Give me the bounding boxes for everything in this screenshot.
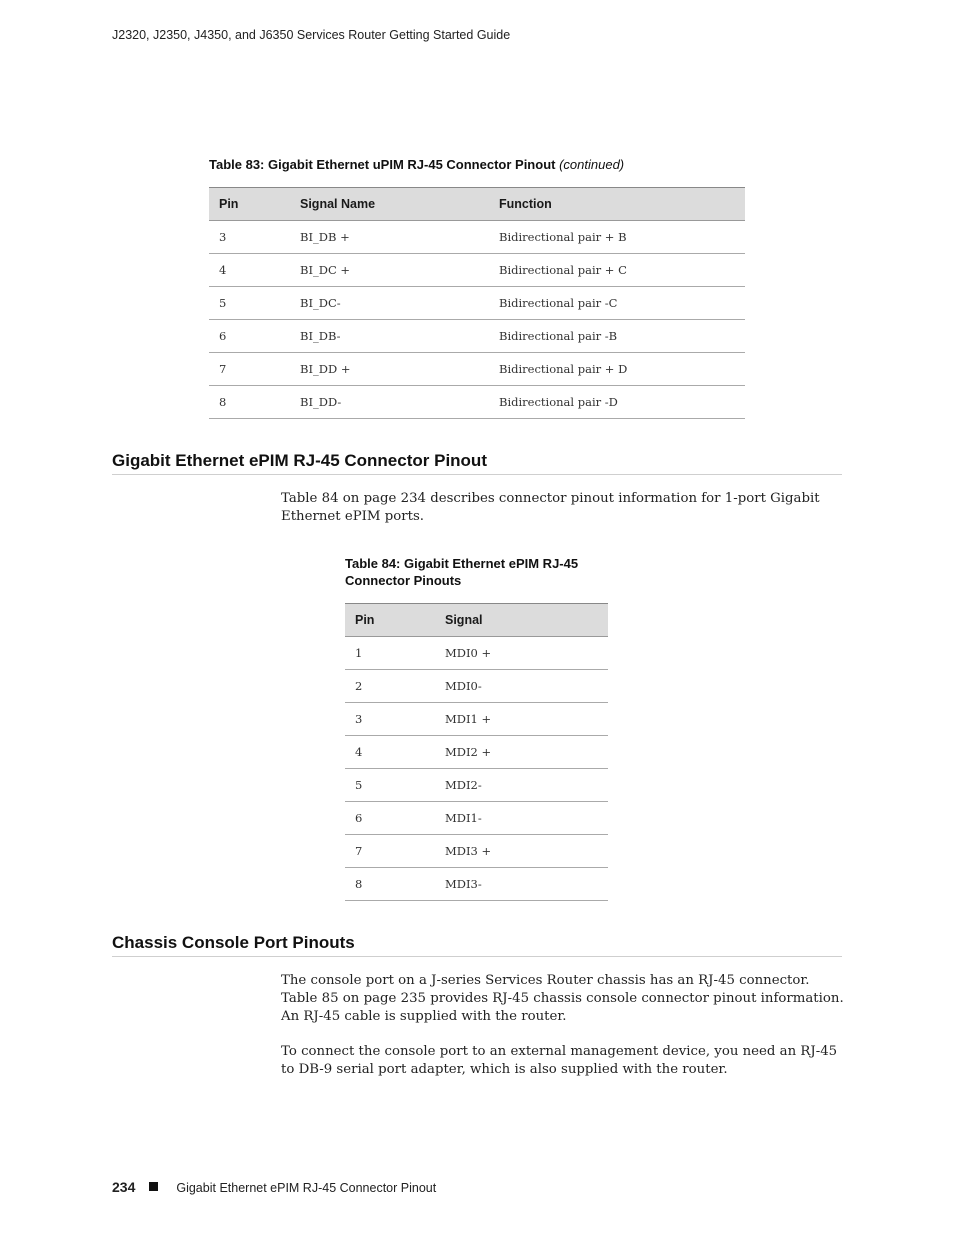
table-row [209,320,745,353]
running-header: J2320, J2350, J4350, and J6350 Services Router Getting Started Guide [112,28,511,42]
pin-cell: 6 [209,320,290,353]
table-83-caption-suffix: (continued) [559,157,625,172]
table-83-caption-text: Table 83: Gigabit Ethernet uPIM RJ-45 Connector Pinout [209,157,556,172]
pin-cell: 6 [345,802,435,835]
square-bullet-icon [149,1182,158,1191]
function-cell: Bidirectional pair -D [489,386,745,419]
pin-cell: 5 [345,769,435,802]
signal-cell: BI_DB + [290,221,489,254]
table-row [345,670,608,703]
table-row [345,868,608,901]
table-row [209,386,745,419]
pin-cell: 7 [209,353,290,386]
column-header-pin: Pin [209,188,290,221]
table-row [345,736,608,769]
page-number: 234 [112,1179,136,1195]
pin-cell: 7 [345,835,435,868]
section-heading-console: Chassis Console Port Pinouts [112,933,842,957]
function-cell: Bidirectional pair -B [489,320,745,353]
signal-cell: BI_DC + [290,254,489,287]
signal-cell: MDI1- [435,802,608,835]
section-console-paragraph-2: To connect the console port to an external management device, you need an RJ-45 to DB-9 serial port adapter, which is also supplied with the router. [281,1044,838,1077]
table-row [345,802,608,835]
column-header-signal-name: Signal Name [290,188,489,221]
signal-cell: MDI3 + [435,835,608,868]
pin-cell: 1 [345,637,435,670]
signal-cell: BI_DD + [290,353,489,386]
pin-cell: 8 [345,868,435,901]
footer-section-title: Gigabit Ethernet ePIM RJ-45 Connector Pinout [176,1181,437,1195]
table-row [209,254,745,287]
table-row [209,287,745,320]
section-console-paragraph-1: The console port on a J-series Services Router chassis has an RJ-45 connector. Table 85 on page 235 provides RJ-45 chassis console connector pinout information. An RJ-45 cable is supplied with the router. [281,973,844,1024]
pin-cell: 5 [209,287,290,320]
table-row [209,221,745,254]
table-83-caption [209,156,624,173]
table-header-row [209,188,745,221]
table-row [345,835,608,868]
table-84 [345,603,608,901]
table-header-row [345,604,608,637]
signal-cell: MDI2 + [435,736,608,769]
function-cell: Bidirectional pair + B [489,221,745,254]
function-cell: Bidirectional pair + C [489,254,745,287]
signal-cell: MDI3- [435,868,608,901]
table-84-caption [345,555,578,589]
signal-cell: BI_DD- [290,386,489,419]
signal-cell: MDI0- [435,670,608,703]
column-header-function: Function [489,188,745,221]
column-header-signal: Signal [435,604,608,637]
pin-cell: 2 [345,670,435,703]
table-84-caption-line1: Table 84: Gigabit Ethernet ePIM RJ-45 [345,556,579,571]
pin-cell: 3 [345,703,435,736]
table-84-caption-line2: Connector Pinouts [345,573,462,588]
page-footer [112,1179,436,1195]
pin-cell: 3 [209,221,290,254]
signal-cell: MDI0 + [435,637,608,670]
pin-cell: 4 [209,254,290,287]
table-row [345,703,608,736]
signal-cell: MDI2- [435,769,608,802]
table-row [345,769,608,802]
section-epim-paragraph: Table 84 on page 234 describes connector pinout information for 1-port Gigabit Ethernet ePIM ports. [281,491,820,524]
signal-cell: BI_DC- [290,287,489,320]
signal-cell: BI_DB- [290,320,489,353]
signal-cell: MDI1 + [435,703,608,736]
pin-cell: 8 [209,386,290,419]
function-cell: Bidirectional pair + D [489,353,745,386]
function-cell: Bidirectional pair -C [489,287,745,320]
section-heading-epim: Gigabit Ethernet ePIM RJ-45 Connector Pinout [112,451,842,475]
pin-cell: 4 [345,736,435,769]
table-row [345,637,608,670]
table-83 [209,187,745,419]
table-row [209,353,745,386]
column-header-pin: Pin [345,604,435,637]
